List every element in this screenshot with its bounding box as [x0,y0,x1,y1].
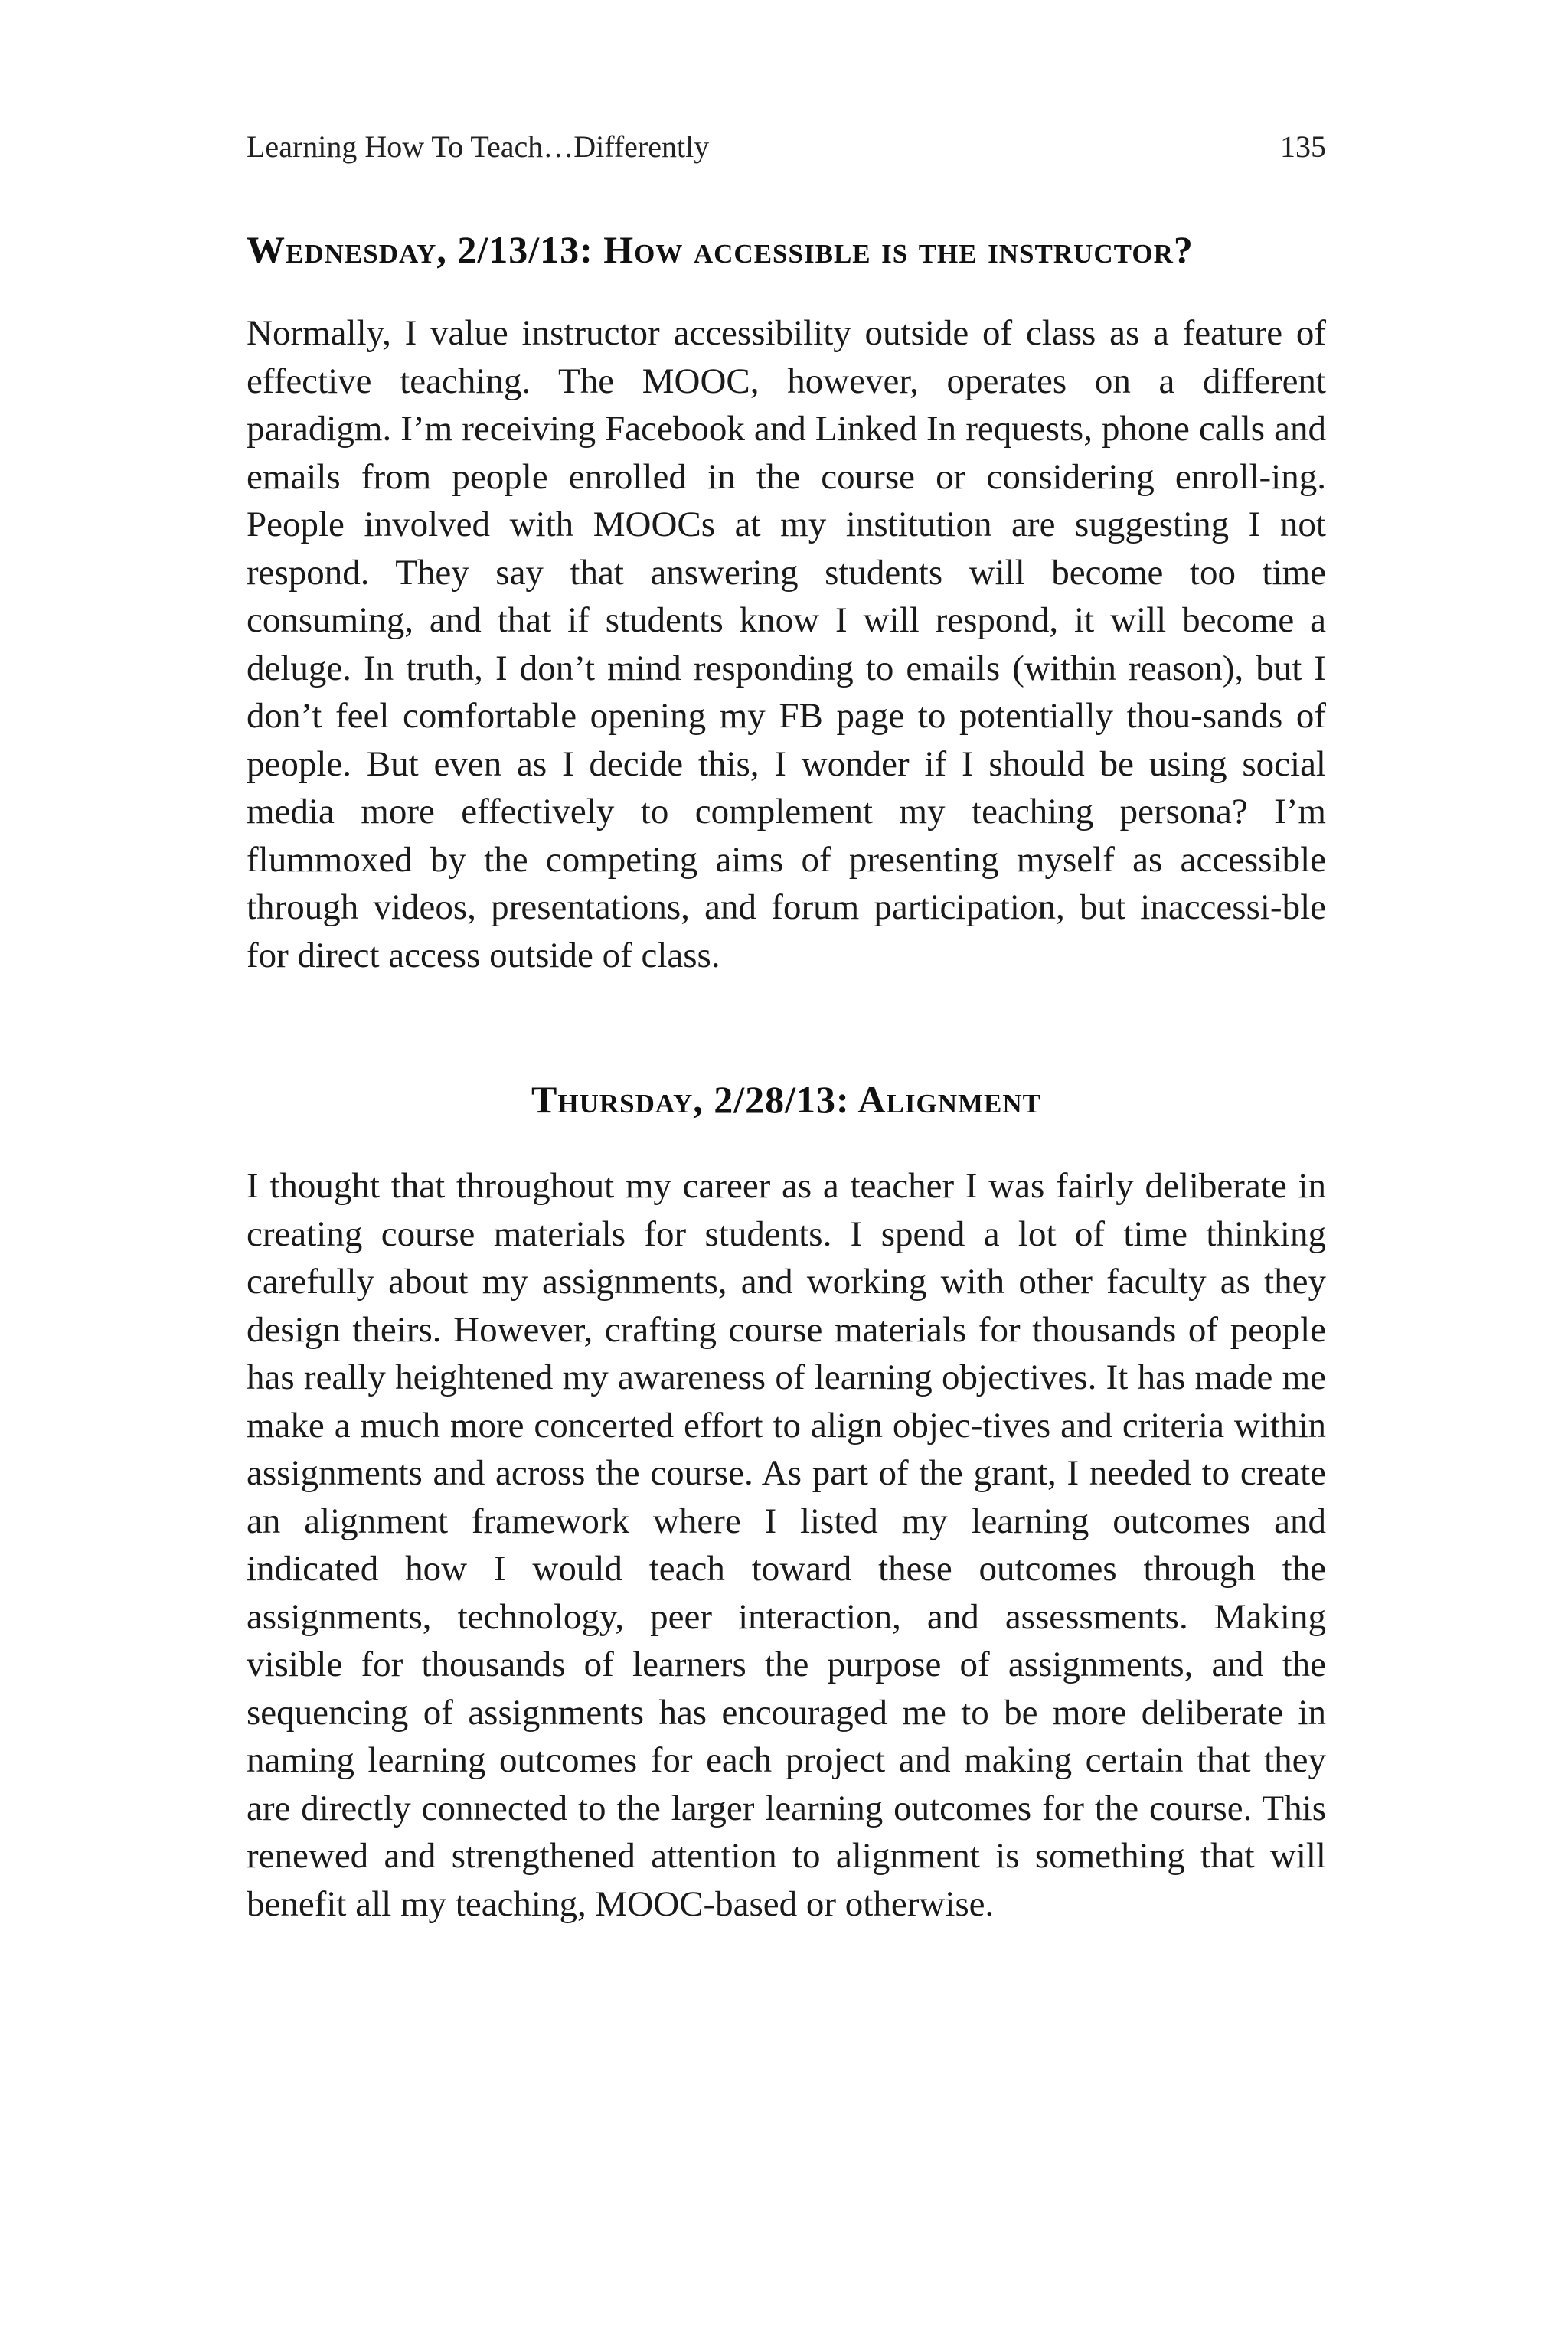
section-heading-thursday: Thursday, 2/28/13: Alignment [531,1078,1041,1121]
book-page [247,0,1326,2352]
page-number: 135 [1280,129,1326,164]
section-heading-wednesday: Wednesday, 2/13/13: How accessible is the instructor? [247,228,1194,271]
section-body-thursday: I thought that throughout my career as a teacher I was fairly deliberate in creating course materials for students. I spend a lot of time thinking carefully about my assignments, and working with other faculty as they design theirs. However, crafting course materials for thousands of people has really heightened my awareness of learning objectives. It has made me make a much more concerted effort to align objec-tives and criteria within assignments and across the course. As part of the grant, I needed to create an alignment framework where I listed my learning outcomes and indicated how I would teach toward these outcomes through the assignments, technology, peer interaction, and assessments. Making visible for thousands of learners the purpose of assignments, and the sequencing of assignments has encouraged me to be more deliberate in naming learning outcomes for each project and making certain that they are directly connected to the larger learning outcomes for the course. This renewed and strengthened attention to alignment is something that will benefit all my teaching, MOOC-based or otherwise. [247,1166,1326,1924]
running-head [247,129,1326,165]
section-body-wednesday: Normally, I value instructor accessibility outside of class as a feature of effective teaching. The MOOC, however, operates on a different paradigm. I’m receiving Facebook and Linked In requests, phone calls and emails from people enrolled in the course or considering enroll-ing. People involved with MOOCs at my institution are suggesting I not respond. They say that answering students will become too time consuming, and that if students know I will respond, it will become a deluge. In truth, I don’t mind responding to emails (within reason), but I don’t feel comfortable opening my FB page to potentially thou-sands of people. But even as I decide this, I wonder if I should be using social media more effectively to complement my teaching persona? I’m flummoxed by the competing aims of presenting myself as accessible through videos, presentations, and forum participation, but inaccessi-ble for direct access outside of class. [247,313,1326,975]
running-head-title: Learning How To Teach…Differently [247,129,710,164]
